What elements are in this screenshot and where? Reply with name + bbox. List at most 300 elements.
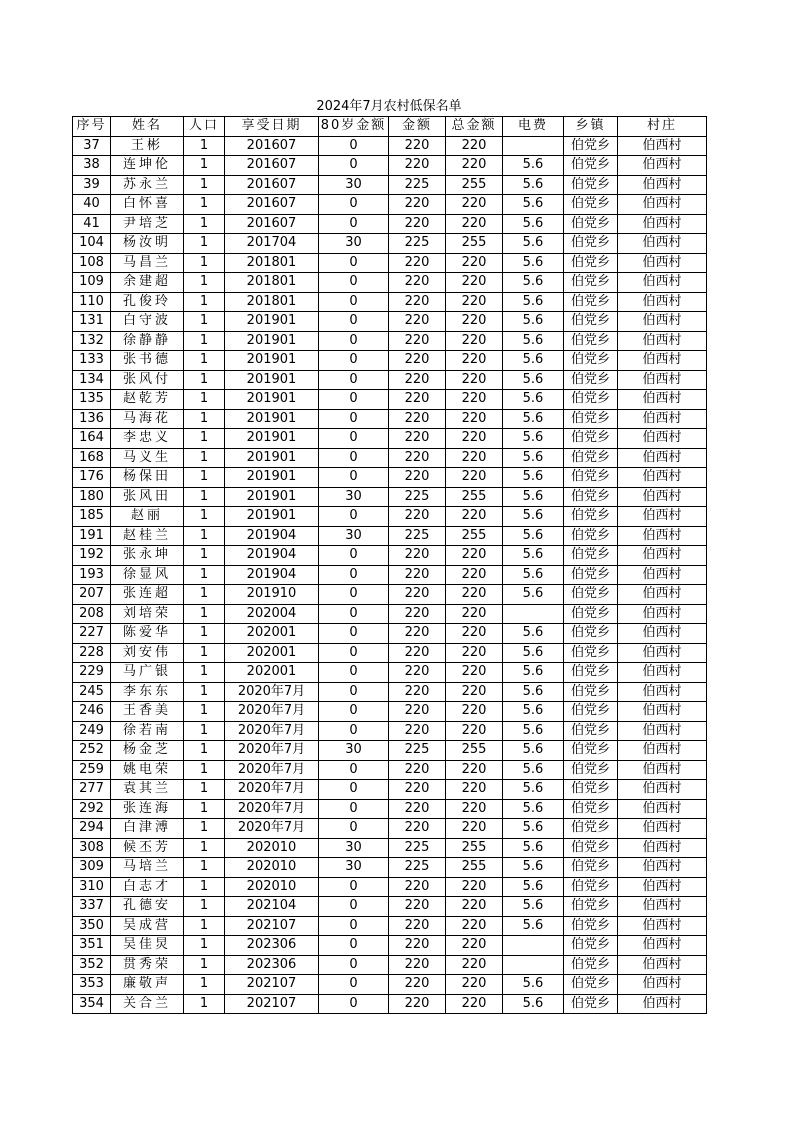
cell-total-amount: 220 bbox=[446, 624, 503, 644]
cell-total-amount: 220 bbox=[446, 877, 503, 897]
cell-village: 伯西村 bbox=[618, 604, 707, 624]
cell-village: 伯西村 bbox=[618, 702, 707, 722]
cell-name: 余建超 bbox=[111, 273, 184, 293]
cell-start-date: 201904 bbox=[225, 546, 319, 566]
cell-age80-amount: 0 bbox=[319, 468, 389, 488]
cell-total-amount: 220 bbox=[446, 975, 503, 995]
cell-township: 伯党乡 bbox=[564, 604, 618, 624]
cell-age80-amount: 0 bbox=[319, 819, 389, 839]
cell-name: 姚电荣 bbox=[111, 760, 184, 780]
cell-population: 1 bbox=[184, 195, 225, 215]
cell-township: 伯党乡 bbox=[564, 526, 618, 546]
cell-electric-fee: 5.6 bbox=[503, 448, 564, 468]
cell-village: 伯西村 bbox=[618, 390, 707, 410]
cell-amount: 225 bbox=[389, 487, 446, 507]
cell-village: 伯西村 bbox=[618, 643, 707, 663]
cell-township: 伯党乡 bbox=[564, 331, 618, 351]
cell-township: 伯党乡 bbox=[564, 721, 618, 741]
cell-village: 伯西村 bbox=[618, 234, 707, 254]
cell-age80-amount: 0 bbox=[319, 936, 389, 956]
cell-name: 白怀喜 bbox=[111, 195, 184, 215]
cell-start-date: 202107 bbox=[225, 916, 319, 936]
cell-village: 伯西村 bbox=[618, 507, 707, 527]
cell-age80-amount: 0 bbox=[319, 409, 389, 429]
cell-start-date: 201607 bbox=[225, 175, 319, 195]
cell-amount: 220 bbox=[389, 468, 446, 488]
table-row bbox=[73, 195, 707, 215]
cell-electric-fee: 5.6 bbox=[503, 721, 564, 741]
cell-electric-fee: 5.6 bbox=[503, 214, 564, 234]
cell-age80-amount: 0 bbox=[319, 624, 389, 644]
cell-seq-no: 108 bbox=[73, 253, 111, 273]
cell-village: 伯西村 bbox=[618, 624, 707, 644]
table-row bbox=[73, 175, 707, 195]
cell-township: 伯党乡 bbox=[564, 936, 618, 956]
header-name: 姓名 bbox=[111, 117, 184, 137]
cell-seq-no: 350 bbox=[73, 916, 111, 936]
cell-age80-amount: 30 bbox=[319, 526, 389, 546]
cell-electric-fee bbox=[503, 936, 564, 956]
table-row bbox=[73, 760, 707, 780]
cell-age80-amount: 0 bbox=[319, 702, 389, 722]
cell-seq-no: 109 bbox=[73, 273, 111, 293]
cell-amount: 220 bbox=[389, 780, 446, 800]
cell-amount: 220 bbox=[389, 819, 446, 839]
cell-seq-no: 252 bbox=[73, 741, 111, 761]
cell-start-date: 201607 bbox=[225, 136, 319, 156]
cell-population: 1 bbox=[184, 429, 225, 449]
cell-age80-amount: 30 bbox=[319, 838, 389, 858]
cell-total-amount: 220 bbox=[446, 955, 503, 975]
cell-age80-amount: 0 bbox=[319, 136, 389, 156]
cell-amount: 220 bbox=[389, 565, 446, 585]
cell-age80-amount: 0 bbox=[319, 955, 389, 975]
cell-age80-amount: 0 bbox=[319, 292, 389, 312]
cell-village: 伯西村 bbox=[618, 721, 707, 741]
cell-amount: 220 bbox=[389, 546, 446, 566]
cell-total-amount: 220 bbox=[446, 663, 503, 683]
cell-name: 赵乾芳 bbox=[111, 390, 184, 410]
header-seq-no: 序号 bbox=[73, 117, 111, 137]
cell-name: 陈爱华 bbox=[111, 624, 184, 644]
cell-amount: 220 bbox=[389, 351, 446, 371]
table-row bbox=[73, 312, 707, 332]
cell-total-amount: 220 bbox=[446, 409, 503, 429]
cell-population: 1 bbox=[184, 234, 225, 254]
cell-age80-amount: 0 bbox=[319, 156, 389, 176]
cell-electric-fee: 5.6 bbox=[503, 975, 564, 995]
cell-start-date: 201904 bbox=[225, 526, 319, 546]
cell-name: 袁其兰 bbox=[111, 780, 184, 800]
cell-population: 1 bbox=[184, 351, 225, 371]
cell-electric-fee: 5.6 bbox=[503, 526, 564, 546]
cell-amount: 220 bbox=[389, 292, 446, 312]
header-row bbox=[73, 117, 707, 137]
cell-seq-no: 308 bbox=[73, 838, 111, 858]
cell-village: 伯西村 bbox=[618, 858, 707, 878]
cell-seq-no: 136 bbox=[73, 409, 111, 429]
table-row bbox=[73, 877, 707, 897]
cell-amount: 220 bbox=[389, 253, 446, 273]
table-row bbox=[73, 936, 707, 956]
header-start-date: 享受日期 bbox=[225, 117, 319, 137]
table-row bbox=[73, 214, 707, 234]
cell-seq-no: 351 bbox=[73, 936, 111, 956]
cell-township: 伯党乡 bbox=[564, 585, 618, 605]
cell-name: 王香美 bbox=[111, 702, 184, 722]
cell-seq-no: 191 bbox=[73, 526, 111, 546]
cell-population: 1 bbox=[184, 156, 225, 176]
document-title: 2024年7月农村低保名单 bbox=[316, 99, 462, 114]
header-village: 村庄 bbox=[618, 117, 707, 137]
cell-electric-fee: 5.6 bbox=[503, 916, 564, 936]
cell-population: 1 bbox=[184, 702, 225, 722]
cell-seq-no: 40 bbox=[73, 195, 111, 215]
cell-start-date: 201607 bbox=[225, 214, 319, 234]
cell-township: 伯党乡 bbox=[564, 507, 618, 527]
table-row bbox=[73, 234, 707, 254]
cell-name: 王彬 bbox=[111, 136, 184, 156]
cell-electric-fee: 5.6 bbox=[503, 234, 564, 254]
cell-name: 张永坤 bbox=[111, 546, 184, 566]
cell-population: 1 bbox=[184, 819, 225, 839]
cell-population: 1 bbox=[184, 331, 225, 351]
cell-electric-fee: 5.6 bbox=[503, 273, 564, 293]
cell-population: 1 bbox=[184, 858, 225, 878]
cell-population: 1 bbox=[184, 565, 225, 585]
cell-amount: 220 bbox=[389, 390, 446, 410]
cell-amount: 220 bbox=[389, 429, 446, 449]
cell-township: 伯党乡 bbox=[564, 975, 618, 995]
cell-village: 伯西村 bbox=[618, 273, 707, 293]
cell-total-amount: 255 bbox=[446, 234, 503, 254]
cell-name: 白津溥 bbox=[111, 819, 184, 839]
cell-amount: 220 bbox=[389, 682, 446, 702]
cell-population: 1 bbox=[184, 916, 225, 936]
cell-name: 张风田 bbox=[111, 487, 184, 507]
cell-total-amount: 220 bbox=[446, 546, 503, 566]
cell-seq-no: 310 bbox=[73, 877, 111, 897]
table-row bbox=[73, 858, 707, 878]
cell-village: 伯西村 bbox=[618, 487, 707, 507]
cell-total-amount: 220 bbox=[446, 370, 503, 390]
cell-township: 伯党乡 bbox=[564, 175, 618, 195]
cell-start-date: 2020年7月 bbox=[225, 799, 319, 819]
cell-electric-fee: 5.6 bbox=[503, 487, 564, 507]
table-row bbox=[73, 955, 707, 975]
cell-amount: 220 bbox=[389, 409, 446, 429]
cell-age80-amount: 0 bbox=[319, 682, 389, 702]
cell-seq-no: 134 bbox=[73, 370, 111, 390]
table-row bbox=[73, 585, 707, 605]
cell-township: 伯党乡 bbox=[564, 429, 618, 449]
cell-electric-fee: 5.6 bbox=[503, 195, 564, 215]
cell-start-date: 2020年7月 bbox=[225, 721, 319, 741]
cell-village: 伯西村 bbox=[618, 955, 707, 975]
cell-amount: 220 bbox=[389, 975, 446, 995]
cell-name: 杨汝明 bbox=[111, 234, 184, 254]
cell-population: 1 bbox=[184, 877, 225, 897]
cell-start-date: 202306 bbox=[225, 936, 319, 956]
cell-age80-amount: 30 bbox=[319, 741, 389, 761]
cell-name: 连坤伦 bbox=[111, 156, 184, 176]
cell-total-amount: 220 bbox=[446, 136, 503, 156]
cell-population: 1 bbox=[184, 312, 225, 332]
cell-age80-amount: 0 bbox=[319, 780, 389, 800]
table-row bbox=[73, 643, 707, 663]
cell-name: 尹培芝 bbox=[111, 214, 184, 234]
cell-name: 候丕芳 bbox=[111, 838, 184, 858]
cell-village: 伯西村 bbox=[618, 760, 707, 780]
cell-electric-fee: 5.6 bbox=[503, 565, 564, 585]
cell-age80-amount: 0 bbox=[319, 312, 389, 332]
cell-start-date: 202104 bbox=[225, 897, 319, 917]
table-row bbox=[73, 351, 707, 371]
cell-electric-fee: 5.6 bbox=[503, 312, 564, 332]
cell-amount: 220 bbox=[389, 702, 446, 722]
cell-seq-no: 41 bbox=[73, 214, 111, 234]
cell-total-amount: 220 bbox=[446, 721, 503, 741]
cell-start-date: 202001 bbox=[225, 663, 319, 683]
cell-name: 张书德 bbox=[111, 351, 184, 371]
cell-amount: 220 bbox=[389, 877, 446, 897]
cell-seq-no: 185 bbox=[73, 507, 111, 527]
cell-township: 伯党乡 bbox=[564, 799, 618, 819]
table-row bbox=[73, 838, 707, 858]
cell-total-amount: 220 bbox=[446, 643, 503, 663]
cell-start-date: 201901 bbox=[225, 429, 319, 449]
cell-age80-amount: 0 bbox=[319, 195, 389, 215]
cell-population: 1 bbox=[184, 604, 225, 624]
cell-village: 伯西村 bbox=[618, 429, 707, 449]
cell-population: 1 bbox=[184, 507, 225, 527]
cell-seq-no: 193 bbox=[73, 565, 111, 585]
cell-population: 1 bbox=[184, 526, 225, 546]
cell-total-amount: 220 bbox=[446, 819, 503, 839]
cell-total-amount: 220 bbox=[446, 994, 503, 1014]
cell-start-date: 201801 bbox=[225, 292, 319, 312]
cell-amount: 220 bbox=[389, 897, 446, 917]
cell-electric-fee: 5.6 bbox=[503, 780, 564, 800]
cell-start-date: 2020年7月 bbox=[225, 780, 319, 800]
cell-name: 刘安伟 bbox=[111, 643, 184, 663]
cell-start-date: 202001 bbox=[225, 624, 319, 644]
cell-start-date: 2020年7月 bbox=[225, 760, 319, 780]
cell-name: 马昌兰 bbox=[111, 253, 184, 273]
cell-electric-fee: 5.6 bbox=[503, 468, 564, 488]
cell-population: 1 bbox=[184, 760, 225, 780]
cell-population: 1 bbox=[184, 975, 225, 995]
header-population: 人口 bbox=[184, 117, 225, 137]
cell-name: 张连超 bbox=[111, 585, 184, 605]
cell-seq-no: 208 bbox=[73, 604, 111, 624]
cell-township: 伯党乡 bbox=[564, 390, 618, 410]
cell-start-date: 201607 bbox=[225, 156, 319, 176]
cell-age80-amount: 0 bbox=[319, 351, 389, 371]
table-row bbox=[73, 994, 707, 1014]
cell-age80-amount: 30 bbox=[319, 858, 389, 878]
cell-total-amount: 220 bbox=[446, 195, 503, 215]
cell-village: 伯西村 bbox=[618, 741, 707, 761]
cell-name: 廉敬声 bbox=[111, 975, 184, 995]
cell-total-amount: 255 bbox=[446, 858, 503, 878]
cell-township: 伯党乡 bbox=[564, 897, 618, 917]
cell-start-date: 2020年7月 bbox=[225, 702, 319, 722]
cell-total-amount: 220 bbox=[446, 253, 503, 273]
cell-seq-no: 309 bbox=[73, 858, 111, 878]
cell-name: 刘培荣 bbox=[111, 604, 184, 624]
cell-age80-amount: 0 bbox=[319, 897, 389, 917]
cell-name: 吴成营 bbox=[111, 916, 184, 936]
cell-electric-fee: 5.6 bbox=[503, 897, 564, 917]
cell-electric-fee bbox=[503, 604, 564, 624]
header-township: 乡镇 bbox=[564, 117, 618, 137]
cell-name: 李忠义 bbox=[111, 429, 184, 449]
cell-name: 贯秀荣 bbox=[111, 955, 184, 975]
cell-total-amount: 220 bbox=[446, 448, 503, 468]
cell-start-date: 201901 bbox=[225, 448, 319, 468]
table-row bbox=[73, 780, 707, 800]
cell-township: 伯党乡 bbox=[564, 994, 618, 1014]
cell-age80-amount: 0 bbox=[319, 253, 389, 273]
cell-amount: 220 bbox=[389, 604, 446, 624]
header-electric-fee: 电费 bbox=[503, 117, 564, 137]
cell-population: 1 bbox=[184, 799, 225, 819]
cell-electric-fee: 5.6 bbox=[503, 702, 564, 722]
cell-township: 伯党乡 bbox=[564, 312, 618, 332]
cell-total-amount: 220 bbox=[446, 585, 503, 605]
cell-seq-no: 352 bbox=[73, 955, 111, 975]
cell-population: 1 bbox=[184, 253, 225, 273]
table-row bbox=[73, 136, 707, 156]
cell-age80-amount: 0 bbox=[319, 507, 389, 527]
cell-seq-no: 337 bbox=[73, 897, 111, 917]
cell-electric-fee: 5.6 bbox=[503, 643, 564, 663]
cell-township: 伯党乡 bbox=[564, 663, 618, 683]
cell-amount: 220 bbox=[389, 312, 446, 332]
header-total-amount: 总金额 bbox=[446, 117, 503, 137]
cell-village: 伯西村 bbox=[618, 526, 707, 546]
cell-population: 1 bbox=[184, 780, 225, 800]
cell-start-date: 202306 bbox=[225, 955, 319, 975]
cell-seq-no: 164 bbox=[73, 429, 111, 449]
cell-total-amount: 220 bbox=[446, 273, 503, 293]
cell-start-date: 202004 bbox=[225, 604, 319, 624]
cell-seq-no: 277 bbox=[73, 780, 111, 800]
cell-seq-no: 135 bbox=[73, 390, 111, 410]
cell-start-date: 2020年7月 bbox=[225, 819, 319, 839]
cell-electric-fee: 5.6 bbox=[503, 253, 564, 273]
cell-start-date: 2020年7月 bbox=[225, 741, 319, 761]
cell-total-amount: 220 bbox=[446, 565, 503, 585]
cell-township: 伯党乡 bbox=[564, 624, 618, 644]
cell-seq-no: 354 bbox=[73, 994, 111, 1014]
cell-village: 伯西村 bbox=[618, 936, 707, 956]
cell-electric-fee: 5.6 bbox=[503, 175, 564, 195]
cell-electric-fee: 5.6 bbox=[503, 682, 564, 702]
cell-name: 徐静静 bbox=[111, 331, 184, 351]
cell-amount: 220 bbox=[389, 331, 446, 351]
cell-township: 伯党乡 bbox=[564, 292, 618, 312]
cell-electric-fee bbox=[503, 136, 564, 156]
cell-electric-fee: 5.6 bbox=[503, 741, 564, 761]
cell-village: 伯西村 bbox=[618, 819, 707, 839]
cell-electric-fee bbox=[503, 955, 564, 975]
cell-amount: 225 bbox=[389, 526, 446, 546]
cell-population: 1 bbox=[184, 624, 225, 644]
cell-electric-fee: 5.6 bbox=[503, 585, 564, 605]
cell-population: 1 bbox=[184, 643, 225, 663]
cell-amount: 220 bbox=[389, 936, 446, 956]
cell-total-amount: 255 bbox=[446, 175, 503, 195]
cell-village: 伯西村 bbox=[618, 409, 707, 429]
cell-start-date: 201904 bbox=[225, 565, 319, 585]
cell-electric-fee: 5.6 bbox=[503, 838, 564, 858]
cell-name: 苏永兰 bbox=[111, 175, 184, 195]
cell-total-amount: 220 bbox=[446, 390, 503, 410]
cell-seq-no: 246 bbox=[73, 702, 111, 722]
cell-township: 伯党乡 bbox=[564, 487, 618, 507]
cell-seq-no: 131 bbox=[73, 312, 111, 332]
cell-total-amount: 220 bbox=[446, 780, 503, 800]
cell-electric-fee: 5.6 bbox=[503, 370, 564, 390]
table-row bbox=[73, 741, 707, 761]
table-row bbox=[73, 390, 707, 410]
cell-name: 马广银 bbox=[111, 663, 184, 683]
cell-age80-amount: 0 bbox=[319, 994, 389, 1014]
cell-township: 伯党乡 bbox=[564, 195, 618, 215]
cell-age80-amount: 0 bbox=[319, 760, 389, 780]
cell-total-amount: 220 bbox=[446, 292, 503, 312]
cell-total-amount: 220 bbox=[446, 351, 503, 371]
cell-name: 赵丽 bbox=[111, 507, 184, 527]
cell-amount: 220 bbox=[389, 955, 446, 975]
cell-age80-amount: 0 bbox=[319, 273, 389, 293]
cell-age80-amount: 0 bbox=[319, 975, 389, 995]
cell-electric-fee: 5.6 bbox=[503, 351, 564, 371]
cell-population: 1 bbox=[184, 994, 225, 1014]
cell-electric-fee: 5.6 bbox=[503, 858, 564, 878]
cell-seq-no: 207 bbox=[73, 585, 111, 605]
cell-population: 1 bbox=[184, 487, 225, 507]
cell-amount: 220 bbox=[389, 136, 446, 156]
cell-seq-no: 259 bbox=[73, 760, 111, 780]
cell-amount: 220 bbox=[389, 760, 446, 780]
cell-start-date: 202001 bbox=[225, 643, 319, 663]
cell-name: 孔德安 bbox=[111, 897, 184, 917]
cell-population: 1 bbox=[184, 682, 225, 702]
cell-seq-no: 249 bbox=[73, 721, 111, 741]
cell-village: 伯西村 bbox=[618, 916, 707, 936]
header-amount: 金额 bbox=[389, 117, 446, 137]
cell-name: 徐显风 bbox=[111, 565, 184, 585]
table-row bbox=[73, 702, 707, 722]
cell-amount: 220 bbox=[389, 994, 446, 1014]
cell-village: 伯西村 bbox=[618, 838, 707, 858]
cell-total-amount: 220 bbox=[446, 936, 503, 956]
table-row bbox=[73, 468, 707, 488]
cell-population: 1 bbox=[184, 936, 225, 956]
cell-name: 徐若南 bbox=[111, 721, 184, 741]
cell-total-amount: 220 bbox=[446, 507, 503, 527]
cell-seq-no: 104 bbox=[73, 234, 111, 254]
cell-amount: 225 bbox=[389, 234, 446, 254]
cell-name: 赵桂兰 bbox=[111, 526, 184, 546]
cell-start-date: 201901 bbox=[225, 468, 319, 488]
cell-seq-no: 38 bbox=[73, 156, 111, 176]
cell-village: 伯西村 bbox=[618, 975, 707, 995]
cell-village: 伯西村 bbox=[618, 780, 707, 800]
